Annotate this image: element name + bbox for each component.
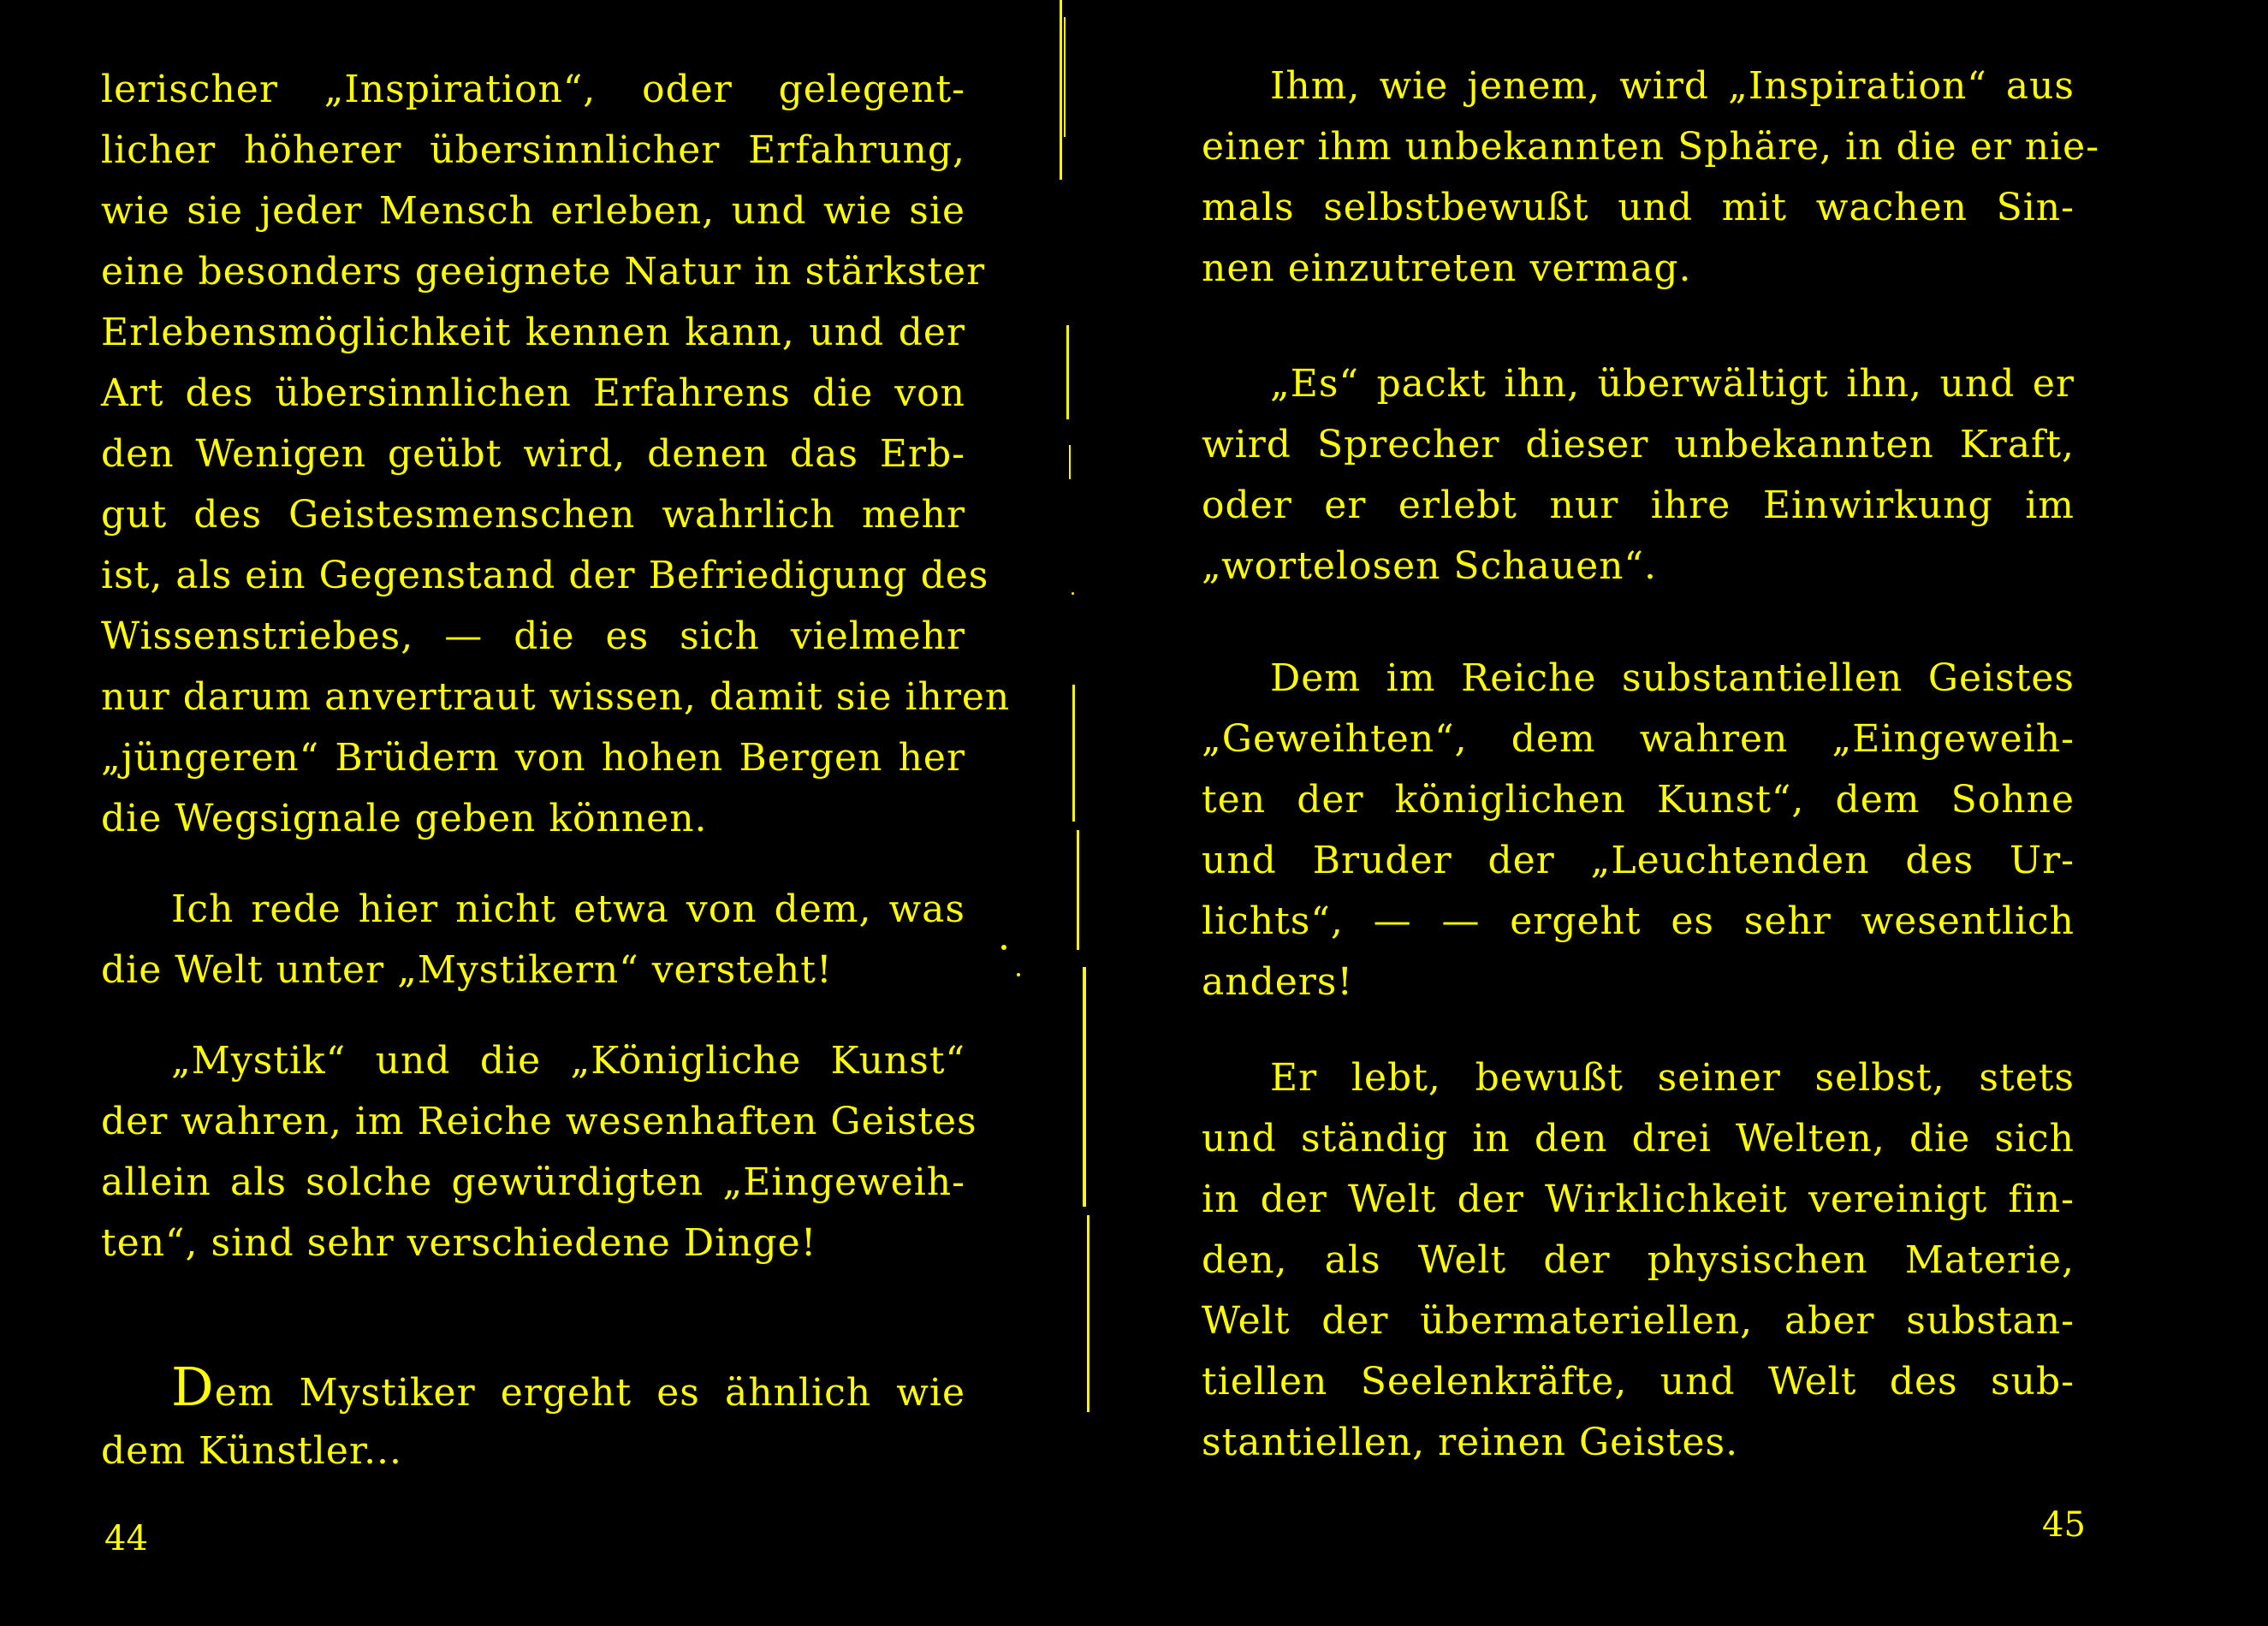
- left-p2-line-1: Ich rede hier nicht etwa von dem, was: [171, 887, 965, 931]
- gutter-line-7: [1083, 967, 1086, 1207]
- gutter-speck-2: [1017, 973, 1020, 976]
- right-p1-line-3: mals selbstbewußt und mit wachen Sin-: [1202, 186, 2075, 229]
- left-p1-line-11: nur darum anvertraut wissen, damit sie ihren: [101, 675, 1011, 719]
- left-p1-line-9: ist, als ein Gegenstand der Befriedigung des: [101, 554, 989, 597]
- left-p2-line-2: die Welt unter „Mystikern“ versteht!: [101, 948, 833, 992]
- right-p3-line-6: anders!: [1202, 960, 1354, 1004]
- left-p1-line-6: Art des übersinnlichen Erfahrens die von: [101, 371, 965, 415]
- right-p4-line-1: Er lebt, bewußt seiner selbst, stets: [1270, 1056, 2075, 1100]
- right-p4-line-7: stantiellen, reinen Geistes.: [1202, 1421, 1739, 1464]
- right-p3-line-2: „Geweihten“, dem wahren „Eingeweih-: [1202, 717, 2075, 761]
- left-p1-line-1: lerischer „Inspiration“, oder gelegent-: [101, 68, 965, 111]
- right-p2-line-1: „Es“ packt ihn, überwältigt ihn, und er: [1270, 362, 2075, 406]
- gutter-line-2: [1064, 17, 1066, 137]
- left-p3-line-1: „Mystik“ und die „Königliche Kunst“: [171, 1039, 965, 1083]
- right-page-number: 45: [2042, 1505, 2086, 1545]
- left-p3-line-4: ten“, sind sehr verschiedene Dinge!: [101, 1221, 817, 1265]
- gutter-speck-3: [1072, 592, 1074, 595]
- right-p3-line-3: ten der königlichen Kunst“, dem Sohne: [1202, 778, 2075, 822]
- left-p1-line-7: den Wenigen geübt wird, denen das Erb-: [101, 432, 965, 476]
- right-p4-line-2: und ständig in den drei Welten, die sich: [1202, 1117, 2075, 1160]
- right-p1-line-1: Ihm, wie jenem, wird „Inspiration“ aus: [1270, 64, 2075, 108]
- dropcap-letter: D: [171, 1356, 215, 1418]
- gutter-line-8: [1087, 1215, 1089, 1412]
- left-p4-line-2: dem Künstler...: [101, 1429, 403, 1473]
- right-p1-line-4: nen einzutreten vermag.: [1202, 246, 1692, 290]
- gutter-line-5: [1072, 685, 1075, 822]
- right-p4-line-3: in der Welt der Wirklichkeit vereinigt fin-: [1202, 1178, 2075, 1221]
- left-p1-line-2: licher höherer übersinnlicher Erfahrung,: [101, 128, 965, 172]
- gutter-speck-1: [1001, 945, 1006, 950]
- left-p4-line-1-rest: em Mystiker ergeht es ähnlich wie: [214, 1371, 965, 1415]
- left-p3-line-3: allein als solche gewürdigten „Eingeweih-: [101, 1160, 965, 1204]
- gutter-line-1: [1060, 0, 1062, 180]
- right-p3-line-5: lichts“, — — ergeht es sehr wesentlich: [1202, 899, 2075, 943]
- left-p1-line-5: Erlebensmöglichkeit kennen kann, und der: [101, 311, 965, 354]
- left-p1-line-3: wie sie jeder Mensch erleben, und wie sie: [101, 189, 965, 233]
- right-p4-line-6: tiellen Seelenkräfte, und Welt des sub-: [1202, 1360, 2075, 1403]
- left-p1-line-4: eine besonders geeignete Natur in stärkster: [101, 250, 986, 294]
- gutter-line-3: [1066, 325, 1069, 419]
- left-p1-line-12: „jüngeren“ Brüdern von hohen Bergen her: [101, 736, 965, 780]
- right-p3-line-4: und Bruder der „Leuchtenden des Ur-: [1202, 839, 2075, 882]
- right-p4-line-4: den, als Welt der physischen Materie,: [1202, 1238, 2075, 1282]
- left-p3-line-2: der wahren, im Reiche wesenhaften Geistes: [101, 1100, 977, 1143]
- left-p1-line-8: gut des Geistesmenschen wahrlich mehr: [101, 493, 965, 537]
- right-p1-line-2: einer ihm unbekannten Sphäre, in die er nie-: [1202, 125, 2100, 169]
- right-p4-line-5: Welt der übermateriellen, aber substan-: [1202, 1299, 2075, 1343]
- right-p2-line-3: oder er erlebt nur ihre Einwirkung im: [1202, 484, 2075, 527]
- left-p1-line-13: die Wegsignale geben können.: [101, 797, 708, 840]
- right-p2-line-2: wird Sprecher dieser unbekannten Kraft,: [1202, 423, 2075, 466]
- gutter-line-6: [1077, 830, 1079, 950]
- left-p4-line-1: [171, 1356, 965, 1423]
- right-p2-line-4: „wortelosen Schauen“.: [1202, 544, 1657, 588]
- right-p3-line-1: Dem im Reiche substantiellen Geistes: [1270, 656, 2075, 700]
- left-page-number: 44: [104, 1519, 148, 1558]
- gutter-line-4: [1069, 445, 1071, 479]
- left-p1-line-10: Wissenstriebes, — die es sich vielmehr: [101, 614, 965, 658]
